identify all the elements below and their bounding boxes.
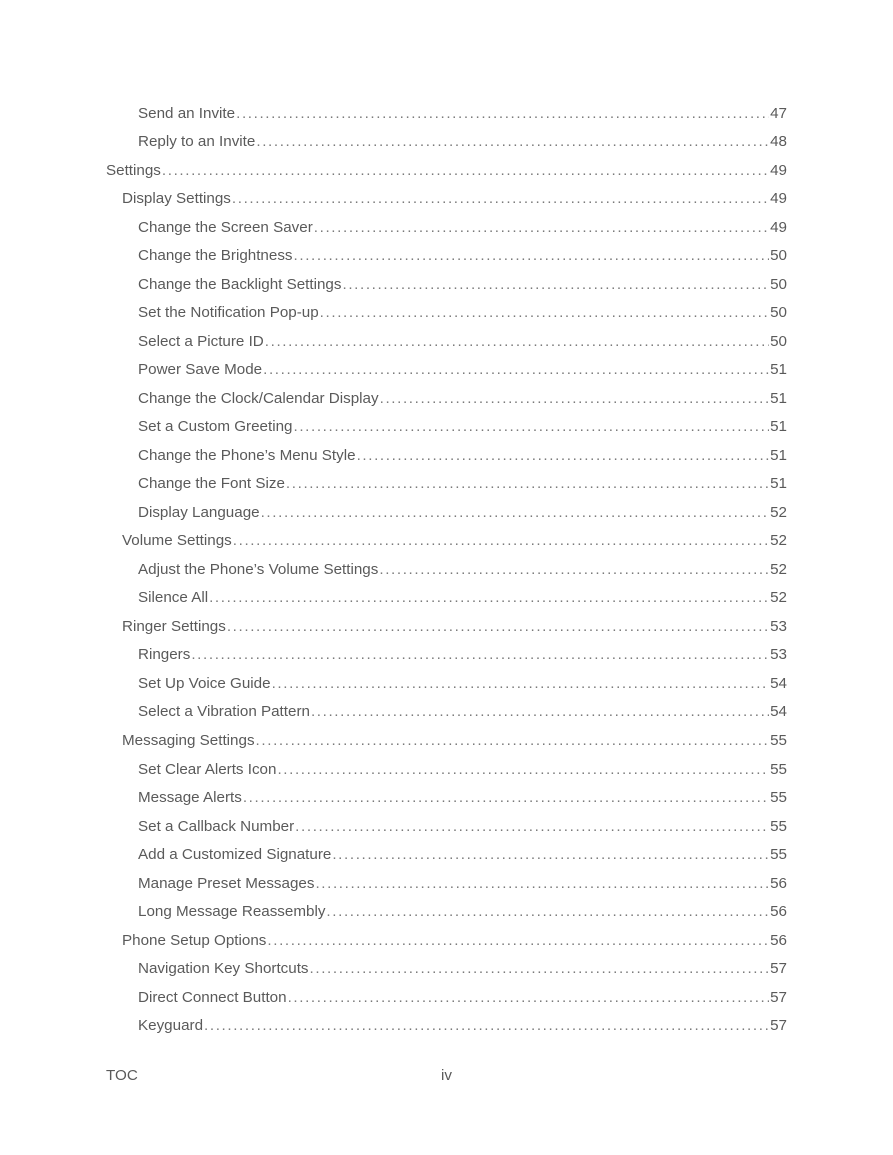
toc-entry-title: Select a Vibration Pattern [138,703,310,721]
toc-entry[interactable] [0,812,893,841]
toc-entry[interactable] [0,299,893,328]
toc-entry-title: Change the Font Size [138,475,285,493]
toc-entry-page-number: 57 [770,960,787,978]
toc-entry-title: Long Message Reassembly [138,903,326,921]
toc-entry[interactable] [0,926,893,955]
toc-entry[interactable] [0,213,893,242]
toc-entry-title: Navigation Key Shortcuts [138,960,309,978]
toc-entry[interactable] [0,99,893,128]
toc-dot-leader [277,762,769,777]
toc-entry-page-number: 52 [770,532,787,550]
toc-dot-leader [162,163,769,178]
toc-entry[interactable] [0,755,893,784]
toc-dot-leader [293,419,769,434]
toc-entry-page-number: 50 [770,332,787,350]
toc-dot-leader [232,191,769,206]
toc-dot-leader [294,248,770,263]
toc-dot-leader [380,391,769,406]
toc-entry-page-number: 50 [770,304,787,322]
toc-dot-leader [267,933,769,948]
toc-entry[interactable] [0,128,893,157]
toc-entry-page-number: 53 [770,617,787,635]
table-of-contents [0,99,893,1040]
toc-entry[interactable] [0,356,893,385]
toc-entry-page-number: 48 [770,133,787,151]
toc-entry-title: Silence All [138,589,209,607]
toc-entry-page-number: 54 [770,674,787,692]
toc-entry-title: Manage Preset Messages [138,874,315,892]
toc-dot-leader [236,106,769,121]
toc-entry-title: Change the Screen Saver [138,218,313,236]
toc-entry-page-number: 52 [770,560,787,578]
toc-entry-title: Ringer Settings [122,617,226,635]
toc-entry-page-number: 52 [770,589,787,607]
toc-entry-page-number: 49 [770,218,787,236]
toc-entry[interactable] [0,641,893,670]
toc-entry-title: Display Language [138,503,260,521]
toc-entry-title: Select a Picture ID [138,332,264,350]
toc-entry-title: Change the Clock/Calendar Display [138,389,379,407]
toc-dot-leader [310,961,770,976]
toc-entry-page-number: 57 [770,1017,787,1035]
toc-dot-leader [357,448,770,463]
toc-entry-title: Settings [106,161,161,179]
toc-dot-leader [311,704,769,719]
toc-entry[interactable] [0,242,893,271]
toc-entry[interactable] [0,327,893,356]
toc-entry-title: Direct Connect Button [138,988,287,1006]
toc-entry-title: Set Up Voice Guide [138,674,271,692]
toc-dot-leader [295,819,769,834]
toc-entry[interactable] [0,698,893,727]
toc-entry-title: Power Save Mode [138,361,263,379]
toc-entry-page-number: 55 [770,760,787,778]
toc-entry-title: Keyguard [138,1017,204,1035]
toc-entry-page-number: 52 [770,503,787,521]
toc-dot-leader [286,476,769,491]
toc-entry-title: Volume Settings [122,532,232,550]
toc-dot-leader [315,876,769,891]
toc-entry-page-number: 51 [770,475,787,493]
toc-entry-title: Ringers [138,646,191,664]
toc-entry-page-number: 51 [770,361,787,379]
toc-entry-page-number: 56 [770,874,787,892]
toc-entry-title: Display Settings [122,190,231,208]
toc-entry[interactable] [0,413,893,442]
toc-entry-title: Phone Setup Options [122,931,267,949]
footer-page-number: iv [441,1067,452,1084]
toc-entry-title: Change the Brightness [138,247,293,265]
toc-entry-page-number: 51 [770,418,787,436]
toc-dot-leader [256,733,770,748]
toc-dot-leader [243,790,769,805]
toc-entry[interactable] [0,527,893,556]
toc-entry-page-number: 47 [770,104,787,122]
toc-entry[interactable] [0,584,893,613]
toc-entry[interactable] [0,954,893,983]
toc-entry-page-number: 55 [770,789,787,807]
toc-entry[interactable] [0,612,893,641]
toc-dot-leader [263,362,769,377]
toc-dot-leader [261,505,770,520]
toc-entry[interactable] [0,498,893,527]
toc-dot-leader [379,562,769,577]
toc-entry[interactable] [0,156,893,185]
toc-entry[interactable] [0,983,893,1012]
toc-entry[interactable] [0,470,893,499]
toc-entry-page-number: 49 [770,161,787,179]
toc-dot-leader [288,990,770,1005]
toc-entry-title: Change the Backlight Settings [138,275,342,293]
toc-entry-title: Set Clear Alerts Icon [138,760,277,778]
toc-entry-page-number: 55 [770,732,787,749]
toc-entry[interactable] [0,441,893,470]
toc-dot-leader [256,134,769,149]
toc-entry-title: Change the Phone’s Menu Style [138,446,356,464]
toc-entry-page-number: 56 [770,931,787,949]
toc-entry-page-number: 51 [770,389,787,407]
toc-entry-title: Messaging Settings [122,732,255,749]
toc-entry-page-number: 53 [770,646,787,664]
toc-entry-title: Set the Notification Pop-up [138,304,319,322]
toc-entry-page-number: 55 [770,846,787,864]
toc-entry-title: Adjust the Phone’s Volume Settings [138,560,379,578]
toc-entry-page-number: 56 [770,903,787,921]
toc-entry-title: Send an Invite [138,104,236,122]
toc-dot-leader [265,334,769,349]
toc-entry[interactable] [0,726,893,755]
toc-entry[interactable] [0,1012,893,1041]
toc-entry[interactable] [0,897,893,926]
toc-entry[interactable] [0,384,893,413]
toc-dot-leader [227,619,769,634]
toc-entry-title: Message Alerts [138,789,242,807]
toc-entry-page-number: 55 [770,817,787,835]
toc-entry[interactable] [0,869,893,898]
toc-dot-leader [342,277,769,292]
toc-entry-page-number: 57 [770,988,787,1006]
toc-entry-title: Add a Customized Signature [138,846,332,864]
toc-entry-page-number: 51 [770,446,787,464]
footer-section-label: TOC [106,1067,138,1084]
toc-dot-leader [314,220,769,235]
toc-entry-title: Reply to an Invite [138,133,256,151]
toc-dot-leader [209,590,769,605]
toc-entry[interactable] [0,270,893,299]
toc-entry-page-number: 49 [770,190,787,208]
toc-entry[interactable] [0,840,893,869]
toc-entry[interactable] [0,783,893,812]
toc-entry[interactable] [0,555,893,584]
toc-entry-title: Set a Custom Greeting [138,418,293,436]
toc-entry-page-number: 50 [770,247,787,265]
toc-dot-leader [272,676,770,691]
toc-entry-page-number: 54 [770,703,787,721]
toc-dot-leader [326,904,769,919]
toc-entry[interactable] [0,185,893,214]
toc-dot-leader [204,1018,769,1033]
toc-dot-leader [332,847,769,862]
toc-entry-page-number: 50 [770,275,787,293]
toc-dot-leader [233,533,769,548]
toc-entry-title: Set a Callback Number [138,817,295,835]
toc-dot-leader [191,647,769,662]
toc-dot-leader [320,305,769,320]
toc-entry[interactable] [0,669,893,698]
